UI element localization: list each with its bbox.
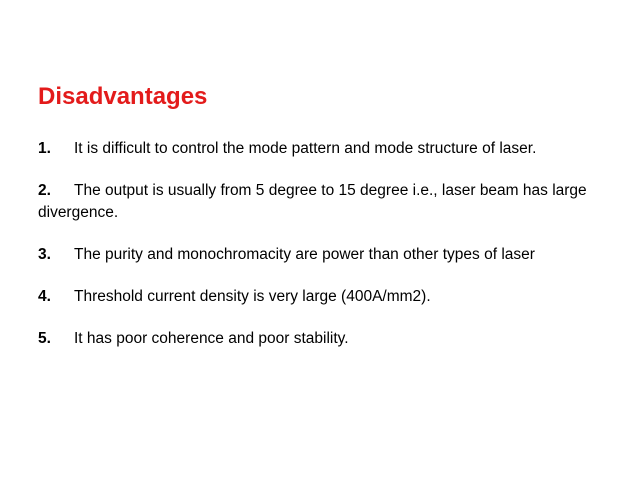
list-item-number: 4. — [38, 288, 51, 305]
list-item-text: The purity and monochromacity are power than other types of laser — [74, 246, 535, 263]
list-item-text: It is difficult to control the mode pattern and mode structure of laser. — [74, 140, 537, 157]
list-item-number: 5. — [38, 330, 51, 347]
slide-title: Disadvantages — [38, 83, 208, 110]
list-item-number: 3. — [38, 246, 51, 263]
disadvantages-list — [38, 138, 618, 370]
list-item-number: 1. — [38, 140, 51, 157]
list-item-number: 2. — [38, 182, 51, 199]
list-item — [38, 244, 618, 266]
list-item — [38, 328, 618, 350]
list-item-text: Threshold current density is very large (400A/mm2). — [74, 288, 431, 305]
list-item-text: It has poor coherence and poor stability. — [74, 330, 349, 347]
list-item — [38, 180, 618, 224]
list-item — [38, 286, 618, 308]
list-item-text: The output is usually from 5 degree to 15 degree i.e., laser beam has large divergence. — [38, 182, 587, 221]
list-item — [38, 138, 618, 160]
